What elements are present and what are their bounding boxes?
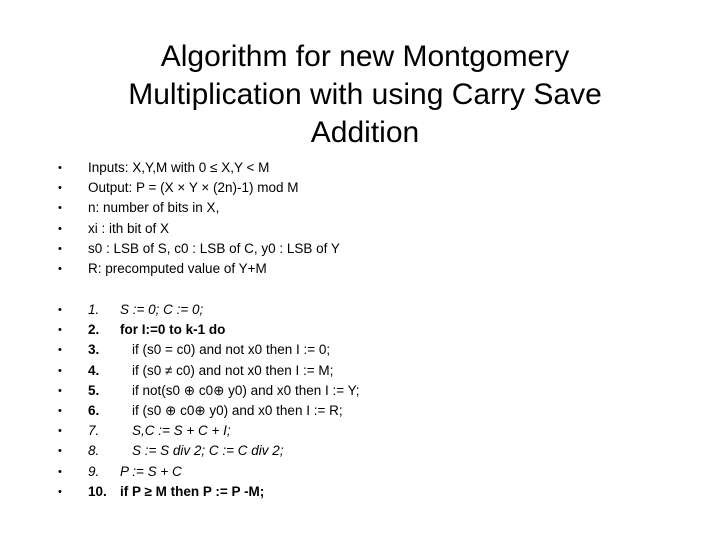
title-line-3: Addition	[310, 116, 420, 149]
bullet-icon: •	[58, 425, 62, 438]
bullet-icon: •	[58, 445, 62, 458]
step-6	[58, 401, 360, 421]
bullet-icon: •	[58, 324, 62, 337]
definition-text: Inputs: X,Y,M with 0 ≤ X,Y < M	[88, 160, 270, 175]
definition-lsb	[58, 239, 340, 259]
step-text: if P ≥ M then P := P -M;	[120, 483, 265, 499]
step-4	[58, 361, 360, 381]
bullet-icon: •	[58, 344, 62, 357]
step-5	[58, 381, 360, 401]
definition-text: Output: P = (X × Y × (2n)-1) mod M	[88, 180, 299, 196]
definition-inputs	[58, 158, 340, 178]
bullet-icon: •	[58, 242, 62, 255]
definitions-list	[58, 158, 340, 279]
definition-text: n: number of bits in X,	[88, 200, 220, 216]
step-7	[58, 421, 360, 441]
step-text: S,C := S + C + I;	[132, 423, 231, 439]
step-1	[58, 300, 360, 320]
step-number: 8.	[88, 443, 100, 459]
bullet-icon: •	[58, 485, 62, 498]
step-number: 3.	[88, 342, 100, 358]
bullet-icon: •	[58, 404, 62, 417]
step-10	[58, 482, 360, 502]
step-text: if (s0 = c0) and not x0 then I := 0;	[132, 342, 331, 358]
step-text: if (s0 ≠ c0) and not x0 then I := M;	[132, 362, 334, 378]
definition-xi	[58, 219, 340, 239]
bullet-icon: •	[58, 465, 62, 478]
step-text: P := S + C	[120, 463, 182, 479]
step-text: S := S div 2; C := C div 2;	[132, 443, 284, 459]
step-number: 5.	[88, 382, 100, 398]
step-2	[58, 320, 360, 340]
bullet-icon: •	[58, 364, 62, 377]
definition-text: xi : ith bit of X	[88, 220, 170, 236]
definition-output	[58, 178, 340, 198]
step-9	[58, 462, 360, 482]
title-line-2: Multiplication with using Carry Save	[128, 78, 602, 111]
step-number: 1.	[88, 302, 100, 317]
step-text: for I:=0 to k-1 do	[120, 322, 226, 338]
step-number: 7.	[88, 423, 100, 439]
step-text: if (s0 ⊕ c0⊕ y0) and x0 then I := R;	[132, 402, 343, 418]
bullet-icon: •	[58, 262, 62, 275]
bullet-icon: •	[58, 384, 62, 397]
step-number: 9.	[88, 463, 100, 479]
step-number: 2.	[88, 322, 100, 338]
algorithm-steps-list	[58, 300, 360, 502]
bullet-icon: •	[58, 304, 62, 316]
bullet-icon: •	[58, 202, 62, 215]
bullet-icon: •	[58, 162, 62, 174]
step-8	[58, 441, 360, 461]
step-text: if not(s0 ⊕ c0⊕ y0) and x0 then I := Y;	[132, 382, 360, 398]
step-number: 4.	[88, 362, 100, 378]
step-number: 6.	[88, 402, 100, 418]
title-line-1: Algorithm for new Montgomery	[160, 40, 570, 73]
bullet-icon: •	[58, 182, 62, 195]
step-text: S := 0; C := 0;	[120, 302, 204, 317]
definition-r	[58, 259, 340, 279]
definition-text: s0 : LSB of S, c0 : LSB of C, y0 : LSB of Y	[88, 240, 340, 256]
definition-text: R: precomputed value of Y+M	[88, 260, 267, 276]
bullet-icon: •	[58, 222, 62, 235]
definition-n	[58, 198, 340, 218]
step-number: 10.	[88, 483, 107, 499]
step-3	[58, 340, 360, 360]
slide-title	[110, 38, 620, 152]
